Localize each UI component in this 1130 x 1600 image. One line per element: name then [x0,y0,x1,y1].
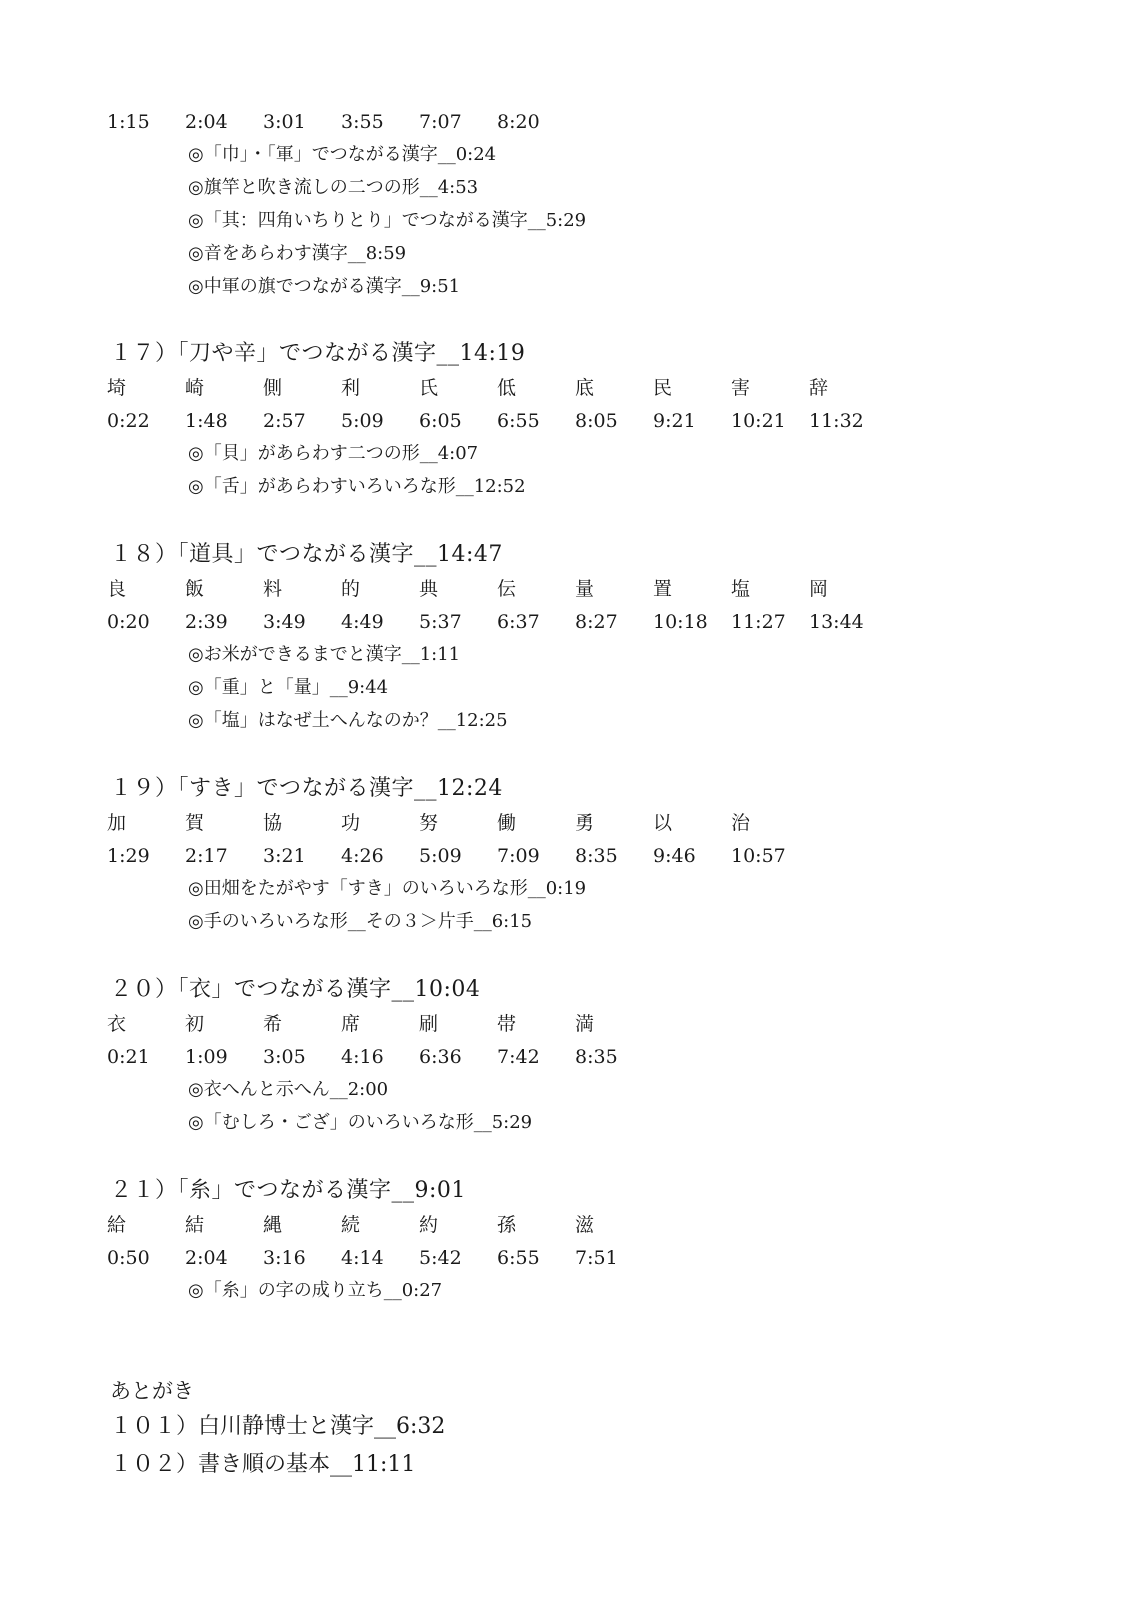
note-line: ◎「舌」があらわすいろいろな形__12:52 [188,476,526,497]
kanji-cell: 伝 [497,578,517,600]
time-cell: 7:42 [497,1046,540,1068]
kanji-cell: 氏 [419,377,439,399]
kanji-cell: 刷 [419,1013,439,1035]
kanji-cell: 崎 [185,377,205,399]
time-cell: 4:49 [341,611,384,633]
kanji-cell: 民 [653,377,673,399]
note-line: ◎「糸」の字の成り立ち__0:27 [188,1280,443,1301]
afterword-item: １０２）書き順の基本__11:11 [110,1452,416,1477]
kanji-cell: 典 [419,578,439,600]
section-heading: １７）「刀や辛」でつながる漢字__14:19 [110,341,526,366]
kanji-cell: 料 [263,578,283,600]
kanji-cell: 量 [575,578,595,600]
kanji-cell: 加 [107,812,127,834]
kanji-cell: 衣 [107,1013,127,1035]
time-cell: 10:21 [731,410,786,432]
note-line: ◎旗竿と吹き流しの二つの形__4:53 [188,177,479,198]
kanji-cell: 満 [575,1013,595,1035]
kanji-cell: 塩 [731,578,751,600]
time-cell: 2:39 [185,611,228,633]
time-cell: 8:35 [575,1046,618,1068]
kanji-row [0,1011,1130,1037]
time-cell: 9:46 [653,845,696,867]
time-cell: 6:55 [497,410,540,432]
note-line: ◎手のいろいろな形__その３＞片手__6:15 [188,911,533,932]
time-cell: 7:51 [575,1247,618,1269]
time-cell: 8:35 [575,845,618,867]
time-cell: 4:26 [341,845,384,867]
kanji-cell: 利 [341,377,361,399]
time-cell: 7:07 [419,111,462,133]
note-line: ◎「其：四角いちりとり」でつながる漢字__5:29 [188,210,587,231]
kanji-row [0,576,1130,602]
time-cell: 2:57 [263,410,306,432]
time-cell: 6:05 [419,410,462,432]
time-cell: 3:01 [263,111,306,133]
time-cell: 1:09 [185,1046,228,1068]
kanji-cell: 治 [731,812,751,834]
time-cell: 6:36 [419,1046,462,1068]
times-row [0,609,1130,635]
kanji-cell: 良 [107,578,127,600]
time-cell: 3:05 [263,1046,306,1068]
note-line: ◎「重」と「量」__9:44 [188,677,389,698]
time-cell: 11:27 [731,611,786,633]
afterword-item: １０１）白川静博士と漢字__6:32 [110,1414,446,1439]
kanji-cell: 勇 [575,812,595,834]
kanji-cell: 埼 [107,377,127,399]
time-cell: 1:15 [107,111,150,133]
time-cell: 5:42 [419,1247,462,1269]
time-cell: 0:50 [107,1247,150,1269]
kanji-cell: 結 [185,1214,205,1236]
kanji-cell: 席 [341,1013,361,1035]
kanji-cell: 的 [341,578,361,600]
time-cell: 6:37 [497,611,540,633]
kanji-cell: 以 [653,812,673,834]
time-cell: 5:09 [419,845,462,867]
time-cell: 11:32 [809,410,864,432]
time-cell: 8:20 [497,111,540,133]
kanji-cell: 協 [263,812,283,834]
kanji-cell: 置 [653,578,673,600]
time-cell: 10:18 [653,611,708,633]
kanji-cell: 功 [341,812,361,834]
note-line: ◎「巾」・「軍」でつながる漢字__0:24 [188,144,497,165]
time-cell: 1:29 [107,845,150,867]
section-heading: １９）「すき」でつながる漢字__12:24 [110,776,503,801]
time-cell: 4:16 [341,1046,384,1068]
time-cell: 0:22 [107,410,150,432]
kanji-cell: 約 [419,1214,439,1236]
kanji-cell: 帯 [497,1013,517,1035]
note-line: ◎中軍の旗でつながる漢字__9:51 [188,276,461,297]
time-cell: 2:17 [185,845,228,867]
section-heading: ２０）「衣」でつながる漢字__10:04 [110,977,481,1002]
time-cell: 5:09 [341,410,384,432]
kanji-cell: 初 [185,1013,205,1035]
kanji-cell: 努 [419,812,439,834]
kanji-cell: 孫 [497,1214,517,1236]
afterword-title: あとがき [110,1379,194,1403]
kanji-cell: 働 [497,812,517,834]
kanji-cell: 給 [107,1214,127,1236]
section-heading: ２１）「糸」でつながる漢字__9:01 [110,1178,466,1203]
note-line: ◎「塩」はなぜ土へんなのか？__12:25 [188,710,508,731]
kanji-cell: 低 [497,377,517,399]
time-cell: 7:09 [497,845,540,867]
time-cell: 2:04 [185,1247,228,1269]
time-cell: 0:21 [107,1046,150,1068]
times-row [0,1044,1130,1070]
note-line: ◎「貝」があらわす二つの形__4:07 [188,443,479,464]
top-times-row [0,109,1130,135]
kanji-cell: 飯 [185,578,205,600]
time-cell: 3:55 [341,111,384,133]
time-cell: 4:14 [341,1247,384,1269]
note-line: ◎衣へんと示へん__2:00 [188,1079,389,1100]
kanji-row [0,810,1130,836]
times-row [0,843,1130,869]
time-cell: 2:04 [185,111,228,133]
time-cell: 8:05 [575,410,618,432]
kanji-cell: 岡 [809,578,829,600]
note-line: ◎音をあらわす漢字__8:59 [188,243,407,264]
note-line: ◎お米ができるまでと漢字__1:11 [188,644,461,665]
kanji-cell: 続 [341,1214,361,1236]
section-heading: １８）「道具」でつながる漢字__14:47 [110,542,503,567]
kanji-cell: 滋 [575,1214,595,1236]
kanji-cell: 辞 [809,377,829,399]
kanji-cell: 希 [263,1013,283,1035]
time-cell: 1:48 [185,410,228,432]
time-cell: 5:37 [419,611,462,633]
note-line: ◎「むしろ・ござ」のいろいろな形__5:29 [188,1112,533,1133]
time-cell: 8:27 [575,611,618,633]
time-cell: 3:16 [263,1247,306,1269]
kanji-cell: 害 [731,377,751,399]
times-row [0,408,1130,434]
kanji-cell: 側 [263,377,283,399]
time-cell: 9:21 [653,410,696,432]
time-cell: 3:49 [263,611,306,633]
kanji-cell: 賀 [185,812,205,834]
kanji-row [0,375,1130,401]
time-cell: 13:44 [809,611,864,633]
kanji-cell: 縄 [263,1214,283,1236]
kanji-cell: 底 [575,377,595,399]
times-row [0,1245,1130,1271]
time-cell: 10:57 [731,845,786,867]
time-cell: 6:55 [497,1247,540,1269]
kanji-row [0,1212,1130,1238]
time-cell: 3:21 [263,845,306,867]
note-line: ◎田畑をたがやす「すき」のいろいろな形__0:19 [188,878,587,899]
time-cell: 0:20 [107,611,150,633]
